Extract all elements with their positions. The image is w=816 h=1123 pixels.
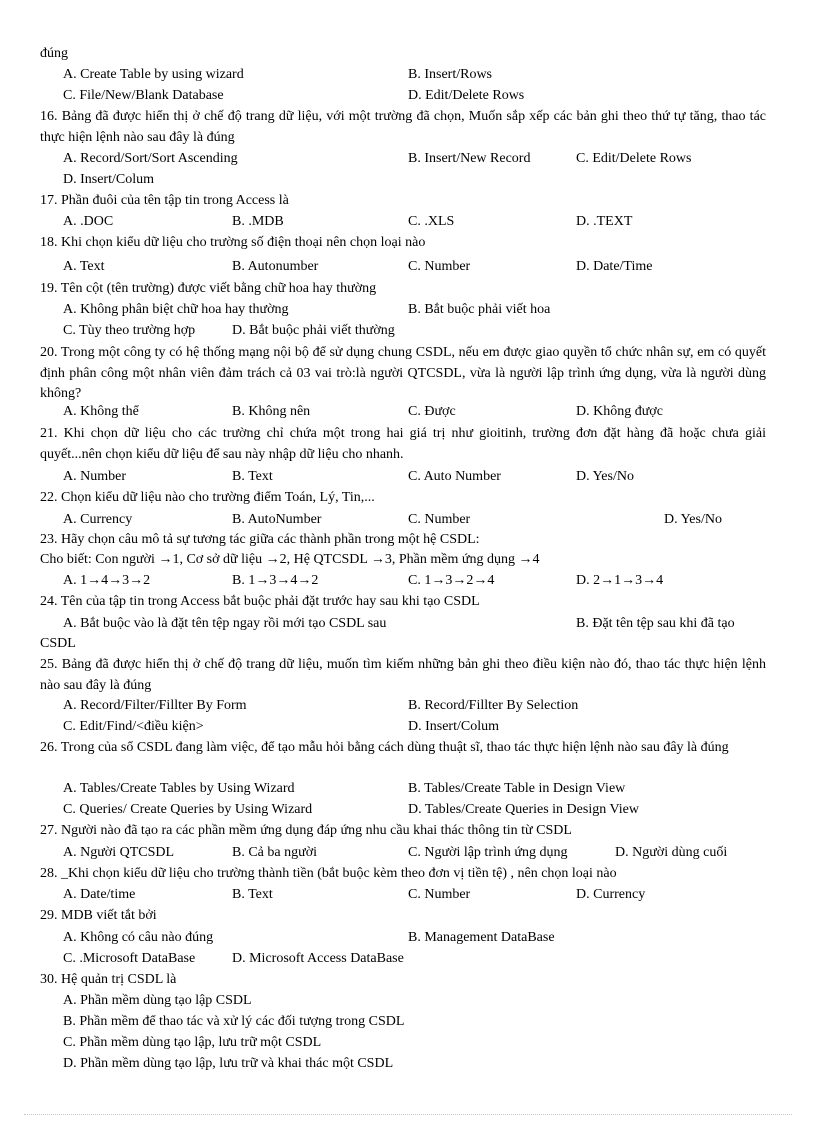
option-d: D. Yes/No xyxy=(664,512,722,527)
option-b: B. Insert/New Record xyxy=(408,151,531,166)
question-16: 16. Bảng đã được hiển thị ở chế độ trang dữ liệu, với một trường đã chọn, Muốn sắp xếp các bản ghi theo thứ tự tăng, thao tác thực hiện lệnh nào sau đây là đúng xyxy=(40,109,766,145)
option-a: A. Tables/Create Tables by Using Wizard xyxy=(63,781,295,796)
option-c: C. Queries/ Create Queries by Using Wizard xyxy=(63,802,313,817)
option-b: B. Insert/Rows xyxy=(408,67,492,82)
option-d: D. Tables/Create Queries in Design View xyxy=(408,802,639,817)
option-c: C. Được xyxy=(408,404,456,419)
option-d: D. Phần mềm dùng tạo lập, lưu trữ và khai thác một CSDL xyxy=(63,1056,394,1071)
question-17: 17. Phần đuôi của tên tập tin trong Access là xyxy=(40,193,289,208)
option-b: B. Đặt tên tệp sau khi đã tạo xyxy=(576,616,735,631)
question-23-given: Cho biết: Con người →1, Cơ sở dữ liệu →2, Hệ QTCSDL →3, Phần mềm ứng dụng →4 xyxy=(40,552,540,567)
option-c: C. Number xyxy=(408,259,471,274)
question-27: 27. Người nào đã tạo ra các phần mềm ứng dụng đáp ứng nhu cầu khai thác thông tin từ CSDL xyxy=(40,823,572,838)
question-18: 18. Khi chọn kiểu dữ liệu cho trường số điện thoại nên chọn loại nào xyxy=(40,235,426,250)
question-19: 19. Tên cột (tên trường) được viết bằng chữ hoa hay thường xyxy=(40,281,377,296)
option-c: C. Number xyxy=(408,887,471,902)
option-c: C. Auto Number xyxy=(408,469,501,484)
option-b: B. Autonumber xyxy=(232,259,319,274)
option-c: C. .XLS xyxy=(408,214,455,229)
option-b: B. Text xyxy=(232,887,273,902)
option-d: D. Người dùng cuối xyxy=(615,845,728,860)
option-a: A. Text xyxy=(63,259,105,274)
option-c: C. Number xyxy=(408,512,471,527)
option-c: C. File/New/Blank Database xyxy=(63,88,224,103)
option-b: B. Record/Fillter By Selection xyxy=(408,698,579,713)
option-a: A. Không có câu nào đúng xyxy=(63,930,214,945)
option-c: C. .Microsoft DataBase xyxy=(63,951,196,966)
option-c: C. Người lập trình ứng dụng xyxy=(408,845,568,860)
option-b: B. Bắt buộc phải viết hoa xyxy=(408,302,551,317)
question-tail: đúng xyxy=(40,46,68,61)
option-c: C. Edit/Delete Rows xyxy=(576,151,692,166)
option-b: B. Phần mềm để thao tác và xử lý các đối tượng trong CSDL xyxy=(63,1014,405,1029)
question-29: 29. MDB viết tắt bởi xyxy=(40,908,157,923)
option-a: A. Record/Sort/Sort Ascending xyxy=(63,151,238,166)
option-c: C. Edit/Find/<điều kiện> xyxy=(63,719,204,734)
question-25: 25. Bảng đã được hiển thị ở chế độ trang dữ liệu, muốn tìm kiếm những bản ghi theo điều kiện nào đó, thao tác thực hiện lệnh nào sau đây là đúng xyxy=(40,657,766,693)
option-b: B. .MDB xyxy=(232,214,284,229)
option-b-continued: CSDL xyxy=(40,636,76,651)
page-bottom-divider xyxy=(24,1114,792,1115)
option-c: C. Tùy theo trường hợp xyxy=(63,323,196,338)
question-20: 20. Trong một công ty có hệ thống mạng nội bộ để sử dụng chung CSDL, nếu em được giao quyền tổ chức nhân sự, em có quyết định phân công một nhân viên đảm trách cả 03 vai trò:là người QTCSDL, vừa là người lập trình ứng dụng, vừa là người dùng không? xyxy=(40,345,766,401)
option-a: A. Number xyxy=(63,469,126,484)
option-d: D. Microsoft Access DataBase xyxy=(232,951,404,966)
option-b: B. 1→3→4→2 xyxy=(232,573,319,588)
option-b: B. Không nên xyxy=(232,404,311,419)
question-21: 21. Khi chọn dữ liệu cho các trường chỉ chứa một trong hai giá trị như gioitinh, trường đơn đặt hàng đã hoặc chưa giải quyết...nên chọn kiểu dữ liệu để sau này nhập dữ liệu cho nhanh. xyxy=(40,426,766,462)
option-a: A. Create Table by using wizard xyxy=(63,67,244,82)
option-d: D. Insert/Colum xyxy=(408,719,499,734)
option-d: D. Date/Time xyxy=(576,259,653,274)
option-d: D. Insert/Colum xyxy=(63,172,154,187)
option-b: B. Text xyxy=(232,469,273,484)
option-a: A. Date/time xyxy=(63,887,136,902)
option-d: D. Yes/No xyxy=(576,469,634,484)
option-a: A. Phần mềm dùng tạo lập CSDL xyxy=(63,993,252,1008)
question-30: 30. Hệ quản trị CSDL là xyxy=(40,972,177,987)
question-24: 24. Tên của tập tin trong Access bắt buộc phải đặt trước hay sau khi tạo CSDL xyxy=(40,594,480,609)
question-26: 26. Trong của sổ CSDL đang làm việc, để tạo mẫu hỏi bằng cách dùng thuật sĩ, thao tác thực hiện lệnh nào sau đây là đúng xyxy=(40,740,729,755)
question-28: 28. _Khi chọn kiểu dữ liệu cho trường thành tiền (bắt buộc kèm theo đơn vị tiền tệ) , nên chọn loại nào xyxy=(40,866,617,881)
option-a: A. Người QTCSDL xyxy=(63,845,175,860)
option-a: A. Không phân biệt chữ hoa hay thường xyxy=(63,302,289,317)
option-d: D. 2→1→3→4 xyxy=(576,573,664,588)
question-22: 22. Chọn kiểu dữ liệu nào cho trường điểm Toán, Lý, Tin,... xyxy=(40,490,375,505)
option-d: D. Bắt buộc phải viết thường xyxy=(232,323,395,338)
question-23: 23. Hãy chọn câu mô tả sự tương tác giữa các thành phần trong một hệ CSDL: xyxy=(40,532,480,547)
option-d: D. Currency xyxy=(576,887,646,902)
option-c: C. 1→3→2→4 xyxy=(408,573,495,588)
option-a: A. Không thể xyxy=(63,404,139,419)
option-a: A. .DOC xyxy=(63,214,114,229)
option-a: A. Currency xyxy=(63,512,133,527)
option-d: D. .TEXT xyxy=(576,214,633,229)
option-a: A. 1→4→3→2 xyxy=(63,573,151,588)
option-d: D. Edit/Delete Rows xyxy=(408,88,525,103)
option-b: B. Cả ba người xyxy=(232,845,317,860)
option-b: B. Management DataBase xyxy=(408,930,555,945)
option-a: A. Record/Filter/Fillter By Form xyxy=(63,698,247,713)
option-c: C. Phần mềm dùng tạo lập, lưu trữ một CSDL xyxy=(63,1035,322,1050)
option-b: B. AutoNumber xyxy=(232,512,322,527)
option-b: B. Tables/Create Table in Design View xyxy=(408,781,626,796)
option-a: A. Bắt buộc vào là đặt tên tệp ngay rồi mới tạo CSDL sau xyxy=(63,616,387,631)
option-d: D. Không được xyxy=(576,404,663,419)
